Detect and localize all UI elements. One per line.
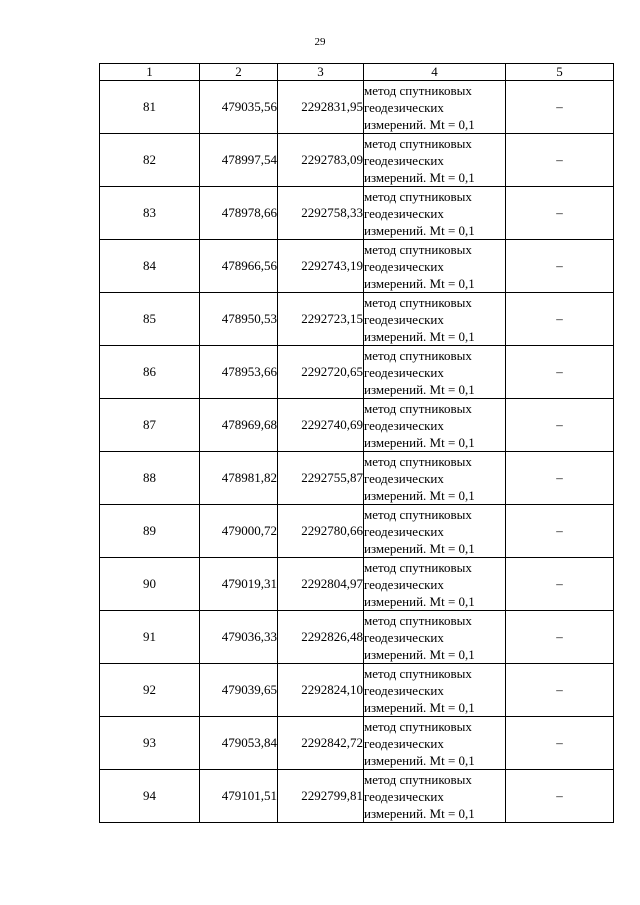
y-coordinate-cell: 2292740,69 [278, 399, 364, 452]
method-text-line: метод спутниковых [364, 188, 472, 204]
point-number-cell: 85 [100, 293, 200, 346]
method-text-line: измерений. Mt = 0,1 [364, 487, 475, 503]
method-text-line: измерений. Mt = 0,1 [364, 275, 475, 291]
point-number-cell: 83 [100, 187, 200, 240]
method-text-line: метод спутниковых [364, 665, 472, 681]
method-text-line: измерений. Mt = 0,1 [364, 328, 475, 344]
point-number-cell: 86 [100, 346, 200, 399]
note-cell: – [506, 187, 614, 240]
method-text-line: геодезических [364, 788, 444, 804]
method-text-line: измерений. Mt = 0,1 [364, 699, 475, 715]
coordinates-table [99, 63, 614, 823]
method-text-line: метод спутниковых [364, 400, 472, 416]
table-header-row [100, 64, 614, 81]
x-coordinate-cell: 479000,72 [200, 505, 278, 558]
method-text-line: геодезических [364, 417, 444, 433]
point-number-cell: 94 [100, 770, 200, 823]
x-coordinate-cell: 478969,68 [200, 399, 278, 452]
table-row [100, 134, 614, 187]
y-coordinate-cell: 2292720,65 [278, 346, 364, 399]
method-text-line: геодезических [364, 629, 444, 645]
y-coordinate-cell: 2292824,10 [278, 664, 364, 717]
table-row [100, 611, 614, 664]
method-text-line: геодезических [364, 99, 444, 115]
point-number-cell: 88 [100, 452, 200, 505]
method-text-line: геодезических [364, 470, 444, 486]
table-row [100, 240, 614, 293]
y-coordinate-cell: 2292842,72 [278, 717, 364, 770]
y-coordinate-cell: 2292831,95 [278, 81, 364, 134]
note-cell: – [506, 293, 614, 346]
method-cell [364, 293, 506, 346]
x-coordinate-cell: 478981,82 [200, 452, 278, 505]
point-number-cell: 82 [100, 134, 200, 187]
method-text-line: метод спутниковых [364, 82, 472, 98]
method-text-line: геодезических [364, 152, 444, 168]
point-number-cell: 92 [100, 664, 200, 717]
method-text-line: геодезических [364, 311, 444, 327]
note-cell: – [506, 558, 614, 611]
method-text-line: измерений. Mt = 0,1 [364, 222, 475, 238]
x-coordinate-cell: 479101,51 [200, 770, 278, 823]
method-text-line: метод спутниковых [364, 135, 472, 151]
y-coordinate-cell: 2292799,81 [278, 770, 364, 823]
y-coordinate-cell: 2292780,66 [278, 505, 364, 558]
method-text-line: метод спутниковых [364, 771, 472, 787]
y-coordinate-cell: 2292826,48 [278, 611, 364, 664]
table-row [100, 293, 614, 346]
method-text-line: геодезических [364, 523, 444, 539]
x-coordinate-cell: 478997,54 [200, 134, 278, 187]
table-row [100, 452, 614, 505]
table-row [100, 664, 614, 717]
table-row [100, 770, 614, 823]
method-text-line: измерений. Mt = 0,1 [364, 752, 475, 768]
method-cell [364, 240, 506, 293]
method-text-line: геодезических [364, 735, 444, 751]
header-col-3: 3 [278, 64, 364, 81]
note-cell: – [506, 505, 614, 558]
header-col-2: 2 [200, 64, 278, 81]
x-coordinate-cell: 478950,53 [200, 293, 278, 346]
method-text-line: метод спутниковых [364, 241, 472, 257]
note-cell: – [506, 134, 614, 187]
header-col-5: 5 [506, 64, 614, 81]
method-cell [364, 452, 506, 505]
method-cell [364, 558, 506, 611]
y-coordinate-cell: 2292723,15 [278, 293, 364, 346]
y-coordinate-cell: 2292804,97 [278, 558, 364, 611]
x-coordinate-cell: 478966,56 [200, 240, 278, 293]
y-coordinate-cell: 2292758,33 [278, 187, 364, 240]
header-col-1: 1 [100, 64, 200, 81]
method-text-line: метод спутниковых [364, 453, 472, 469]
method-text-line: метод спутниковых [364, 506, 472, 522]
method-text-line: измерений. Mt = 0,1 [364, 169, 475, 185]
point-number-cell: 91 [100, 611, 200, 664]
method-text-line: метод спутниковых [364, 347, 472, 363]
note-cell: – [506, 664, 614, 717]
point-number-cell: 90 [100, 558, 200, 611]
method-text-line: геодезических [364, 205, 444, 221]
method-cell [364, 770, 506, 823]
table-row [100, 558, 614, 611]
method-cell [364, 346, 506, 399]
y-coordinate-cell: 2292743,19 [278, 240, 364, 293]
method-text-line: измерений. Mt = 0,1 [364, 540, 475, 556]
note-cell: – [506, 240, 614, 293]
method-text-line: геодезических [364, 258, 444, 274]
method-text-line: геодезических [364, 364, 444, 380]
method-cell [364, 664, 506, 717]
note-cell: – [506, 399, 614, 452]
method-text-line: метод спутниковых [364, 559, 472, 575]
x-coordinate-cell: 479035,56 [200, 81, 278, 134]
point-number-cell: 89 [100, 505, 200, 558]
note-cell: – [506, 770, 614, 823]
method-cell [364, 611, 506, 664]
method-text-line: измерений. Mt = 0,1 [364, 434, 475, 450]
note-cell: – [506, 611, 614, 664]
method-cell [364, 505, 506, 558]
method-text-line: геодезических [364, 576, 444, 592]
method-cell [364, 134, 506, 187]
x-coordinate-cell: 478953,66 [200, 346, 278, 399]
x-coordinate-cell: 479019,31 [200, 558, 278, 611]
table-row [100, 187, 614, 240]
table-row [100, 81, 614, 134]
note-cell: – [506, 452, 614, 505]
table-row [100, 346, 614, 399]
note-cell: – [506, 717, 614, 770]
page-number: 29 [314, 36, 326, 48]
method-text-line: метод спутниковых [364, 294, 472, 310]
table-row [100, 399, 614, 452]
method-cell [364, 81, 506, 134]
table-row [100, 505, 614, 558]
method-text-line: измерений. Mt = 0,1 [364, 805, 475, 821]
method-text-line: измерений. Mt = 0,1 [364, 646, 475, 662]
y-coordinate-cell: 2292783,09 [278, 134, 364, 187]
x-coordinate-cell: 479053,84 [200, 717, 278, 770]
table-row [100, 717, 614, 770]
method-cell [364, 717, 506, 770]
method-cell [364, 187, 506, 240]
method-text-line: измерений. Mt = 0,1 [364, 381, 475, 397]
y-coordinate-cell: 2292755,87 [278, 452, 364, 505]
note-cell: – [506, 81, 614, 134]
method-cell [364, 399, 506, 452]
note-cell: – [506, 346, 614, 399]
header-col-4: 4 [364, 64, 506, 81]
x-coordinate-cell: 479036,33 [200, 611, 278, 664]
point-number-cell: 84 [100, 240, 200, 293]
method-text-line: метод спутниковых [364, 612, 472, 628]
point-number-cell: 87 [100, 399, 200, 452]
x-coordinate-cell: 478978,66 [200, 187, 278, 240]
method-text-line: измерений. Mt = 0,1 [364, 116, 475, 132]
method-text-line: измерений. Mt = 0,1 [364, 593, 475, 609]
method-text-line: геодезических [364, 682, 444, 698]
point-number-cell: 93 [100, 717, 200, 770]
method-text-line: метод спутниковых [364, 718, 472, 734]
x-coordinate-cell: 479039,65 [200, 664, 278, 717]
point-number-cell: 81 [100, 81, 200, 134]
